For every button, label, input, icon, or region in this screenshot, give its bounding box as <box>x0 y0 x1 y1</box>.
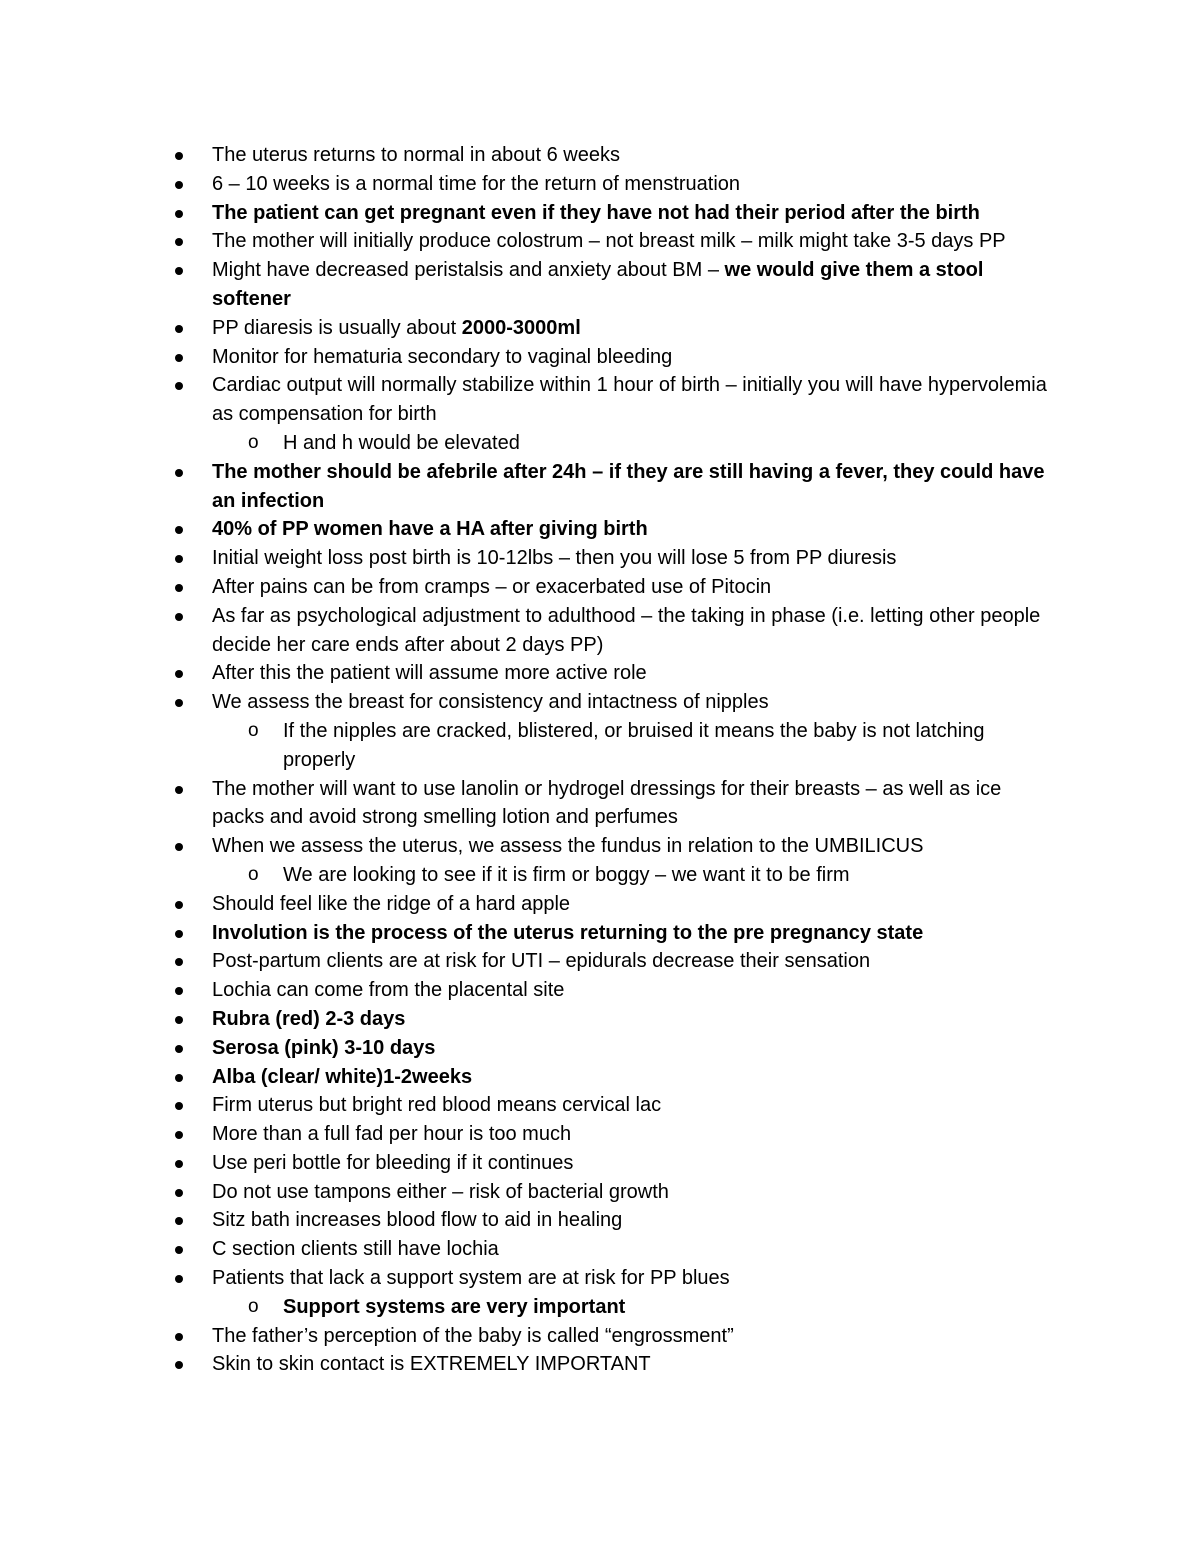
bullet-item <box>0 573 1047 602</box>
bullet-item <box>0 890 1047 919</box>
bullet-text: 2000-3000ml <box>461 316 581 339</box>
bullet-item <box>0 1206 1047 1235</box>
bullet-item <box>0 314 1047 343</box>
bullet-text: Use peri bottle for bleeding if it continues <box>212 1151 574 1174</box>
bullet-text: After pains can be from cramps – or exacerbated use of Pitocin <box>212 575 772 598</box>
bullet-item <box>0 602 1047 660</box>
bullet-item <box>0 1235 1047 1264</box>
bullet-text: Support systems are very important <box>283 1295 626 1318</box>
bullet-text: The mother will initially produce colostrum – not breast milk – milk might take 3-5 days PP <box>212 230 1006 253</box>
bullet-item <box>0 515 1047 544</box>
bullet-text: Firm uterus but bright red blood means cervical lac <box>212 1094 662 1117</box>
bullet-text: As far as psychological adjustment to adulthood – the taking in phase (i.e. letting other people decide her care ends after about 2 days PP) <box>212 604 1041 656</box>
bullet-text: Patients that lack a support system are at risk for PP blues <box>212 1267 730 1290</box>
bullet-text: We are looking to see if it is firm or boggy – we want it to be firm <box>283 863 850 886</box>
bullet-item <box>0 947 1047 976</box>
bullet-item <box>0 199 1047 228</box>
bullet-text: When we assess the uterus, we assess the fundus in relation to the UMBILICUS <box>212 835 924 858</box>
bullet-text: The uterus returns to normal in about 6 weeks <box>212 144 620 166</box>
bullet-item <box>0 832 1047 861</box>
bullet-text: Cardiac output will normally stabilize within 1 hour of birth – initially you will have hypervolemia as compensation for birth <box>212 374 1047 426</box>
bullet-item <box>0 775 1047 833</box>
bullet-item <box>0 1264 1047 1293</box>
bullet-text: Lochia can come from the placental site <box>212 979 565 1002</box>
bullet-text: The patient can get pregnant even if they have not had their period after the birth <box>212 201 980 224</box>
bullet-item <box>0 458 1047 516</box>
sub-bullet-item <box>0 1293 1047 1322</box>
bullet-item <box>0 1005 1047 1034</box>
bullet-item <box>0 227 1047 256</box>
bullet-item <box>0 256 1047 314</box>
bullet-item <box>0 1091 1047 1120</box>
sub-bullet-item <box>0 717 1047 775</box>
bullet-list <box>0 141 1200 1379</box>
bullet-text: Skin to skin contact is EXTREMELY IMPORTANT <box>212 1353 651 1376</box>
bullet-item <box>0 544 1047 573</box>
bullet-text: We assess the breast for consistency and intactness of nipples <box>212 691 769 714</box>
bullet-item <box>0 976 1047 1005</box>
bullet-text: Involution is the process of the uterus returning to the pre pregnancy state <box>212 921 924 944</box>
bullet-text: H and h would be elevated <box>283 431 520 454</box>
bullet-text: C section clients still have lochia <box>212 1238 499 1261</box>
bullet-text: Might have decreased peristalsis and anxiety about BM – <box>212 259 725 282</box>
bullet-item <box>0 659 1047 688</box>
bullet-text: 40% of PP women have a HA after giving birth <box>212 518 648 541</box>
bullet-item <box>0 371 1047 429</box>
sub-bullet-item <box>0 429 1047 458</box>
bullet-text: If the nipples are cracked, blistered, or bruised it means the baby is not latching properly <box>283 719 985 771</box>
bullet-item <box>0 1034 1047 1063</box>
bullet-text: Serosa (pink) 3-10 days <box>212 1036 436 1059</box>
bullet-text: we would give them a stool softener <box>212 259 984 310</box>
bullet-text: Should feel like the ridge of a hard apple <box>212 892 571 915</box>
bullet-text: Do not use tampons either – risk of bacterial growth <box>212 1180 669 1203</box>
bullet-item <box>0 1322 1047 1351</box>
bullet-item <box>0 1120 1047 1149</box>
bullet-item <box>0 170 1047 199</box>
bullet-text: Rubra (red) 2-3 days <box>212 1007 406 1030</box>
bullet-item <box>0 1149 1047 1178</box>
bullet-text: Initial weight loss post birth is 10-12lbs – then you will lose 5 from PP diuresis <box>212 547 897 570</box>
bullet-text: The father’s perception of the baby is called “engrossment” <box>212 1324 734 1347</box>
bullet-text: Alba (clear/ white)1-2weeks <box>212 1065 473 1088</box>
bullet-text: Post-partum clients are at risk for UTI – epidurals decrease their sensation <box>212 950 871 973</box>
bullet-item <box>0 141 1047 170</box>
bullet-item <box>0 1063 1047 1092</box>
sub-bullet-item <box>0 861 1047 890</box>
bullet-text: More than a full fad per hour is too much <box>212 1123 572 1146</box>
bullet-item <box>0 1350 1047 1379</box>
bullet-item <box>0 1178 1047 1207</box>
bullet-text: The mother will want to use lanolin or hydrogel dressings for their breasts – as well as ice packs and avoid strong smelling lotion and perfumes <box>212 777 1002 829</box>
bullet-text: Sitz bath increases blood flow to aid in healing <box>212 1209 623 1232</box>
bullet-text: PP diaresis is usually about <box>212 316 462 339</box>
bullet-text: After this the patient will assume more active role <box>212 662 647 685</box>
bullet-text: Monitor for hematuria secondary to vaginal bleeding <box>212 345 673 368</box>
bullet-item <box>0 688 1047 717</box>
bullet-item <box>0 919 1047 948</box>
bullet-text: The mother should be afebrile after 24h – if they are still having a fever, they could have an infection <box>212 460 1045 512</box>
bullet-text: 6 – 10 weeks is a normal time for the return of menstruation <box>212 172 741 195</box>
bullet-item <box>0 343 1047 372</box>
